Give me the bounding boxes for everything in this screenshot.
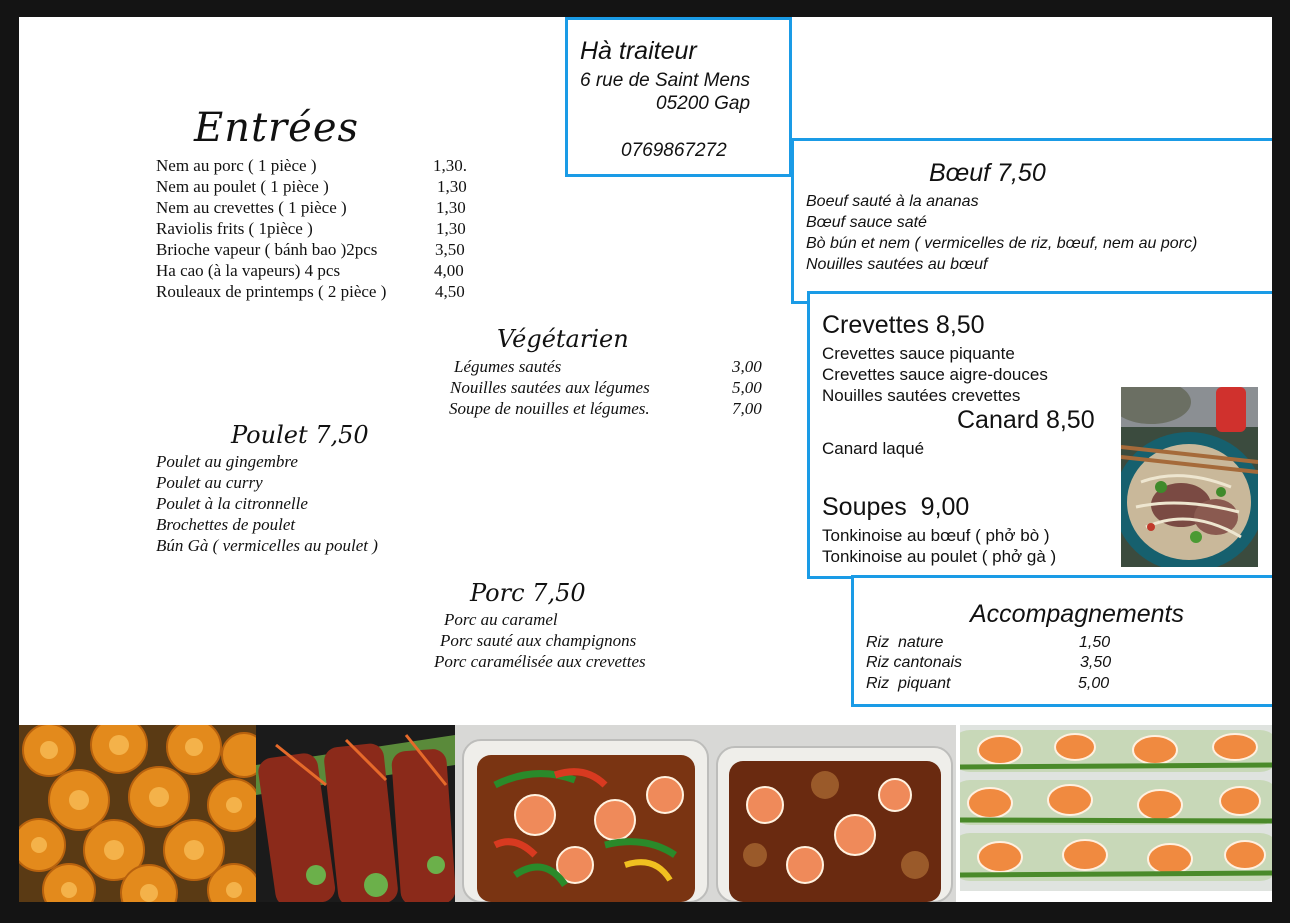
list-item: Nouilles sautées aux légumes <box>450 378 650 397</box>
soupes-title: Soupes 9,00 <box>822 493 970 521</box>
list-item: Brochettes de poulet <box>156 515 296 534</box>
accompagnements-section-box <box>851 575 1272 707</box>
list-item: Canard laqué <box>822 439 925 458</box>
list-item-price: 1,30 <box>436 219 466 238</box>
list-item: Crevettes sauce piquante <box>822 344 1015 363</box>
list-item: Porc caramélisée aux crevettes <box>434 652 646 671</box>
list-item: Nouilles sautées au bœuf <box>806 256 988 273</box>
list-item: Soupe de nouilles et légumes. <box>449 399 650 418</box>
shrimp-stirfry-photo <box>455 725 956 902</box>
list-item-price: 3,00 <box>732 357 762 376</box>
list-item-price: 5,00 <box>732 378 762 397</box>
list-item-price: 1,30. <box>433 156 467 175</box>
list-item-price: 4,00 <box>434 261 464 280</box>
canard-title: Canard 8,50 <box>957 406 1095 434</box>
list-item: Boeuf sauté à la ananas <box>806 193 979 210</box>
crevettes-title: Crevettes 8,50 <box>822 311 985 339</box>
list-item: Bún Gà ( vermicelles au poulet ) <box>156 536 378 555</box>
list-item-price: 7,00 <box>732 399 762 418</box>
list-item: Poulet à la citronnelle <box>156 494 308 513</box>
list-item: Poulet au gingembre <box>156 452 298 471</box>
list-item-price: 1,30 <box>436 198 466 217</box>
boeuf-section-box <box>791 138 1272 304</box>
list-item: Bœuf sauce saté <box>806 214 927 231</box>
restaurant-header-box <box>565 17 792 177</box>
list-item: Brioche vapeur ( bánh bao )2pcs <box>156 240 378 259</box>
list-item-price: 1,50 <box>1079 634 1111 651</box>
list-item-price: 4,50 <box>435 282 465 301</box>
list-item: Raviolis frits ( 1pièce ) <box>156 219 313 238</box>
list-item: Tonkinoise au poulet ( phở gà ) <box>822 547 1057 566</box>
list-item: Bò bún et nem ( vermicelles de riz, bœuf, nem au porc) <box>806 235 1198 252</box>
list-item-price: 1,30 <box>437 177 467 196</box>
list-item: Nem au poulet ( 1 pièce ) <box>156 177 329 196</box>
restaurant-name: Hà traiteur <box>580 37 697 65</box>
entrees-title: Entrées <box>194 105 360 151</box>
crevettes-section-box <box>807 291 1272 579</box>
list-item: Nem au porc ( 1 pièce ) <box>156 156 317 175</box>
poulet-title: Poulet 7,50 <box>231 421 369 449</box>
list-item: Ha cao (à la vapeurs) 4 pcs <box>156 261 341 280</box>
list-item: Rouleaux de printemps ( 2 pièce ) <box>156 282 387 301</box>
list-item: Tonkinoise au bœuf ( phở bò ) <box>822 526 1050 545</box>
list-item: Porc au caramel <box>444 610 558 629</box>
list-item: Riz piquant <box>866 675 951 692</box>
accompagnements-title: Accompagnements <box>970 600 1185 628</box>
list-item-price: 3,50 <box>435 240 465 259</box>
list-item: Poulet au curry <box>156 473 263 492</box>
vegetarien-title: Végétarien <box>497 325 629 353</box>
restaurant-street: 6 rue de Saint Mens <box>580 70 751 91</box>
grilled-skewers-photo <box>256 725 455 902</box>
restaurant-phone: 0769867272 <box>621 140 727 161</box>
porc-title: Porc 7,50 <box>470 579 586 607</box>
restaurant-city: 05200 Gap <box>656 93 751 114</box>
list-item: Riz nature <box>866 634 944 651</box>
list-item: Nouilles sautées crevettes <box>822 386 1021 405</box>
fried-cakes-photo <box>19 725 256 902</box>
list-item-price: 3,50 <box>1080 654 1112 671</box>
spring-rolls-photo <box>960 725 1272 891</box>
list-item: Crevettes sauce aigre-douces <box>822 365 1048 384</box>
list-item-price: 5,00 <box>1078 675 1110 692</box>
list-item: Porc sauté aux champignons <box>440 631 637 650</box>
list-item: Légumes sautés <box>454 357 562 376</box>
list-item: Nem au crevettes ( 1 pièce ) <box>156 198 347 217</box>
pho-photo <box>1121 387 1258 567</box>
list-item: Riz cantonais <box>866 654 963 671</box>
menu-page <box>19 17 1272 902</box>
boeuf-title: Bœuf 7,50 <box>929 159 1046 187</box>
